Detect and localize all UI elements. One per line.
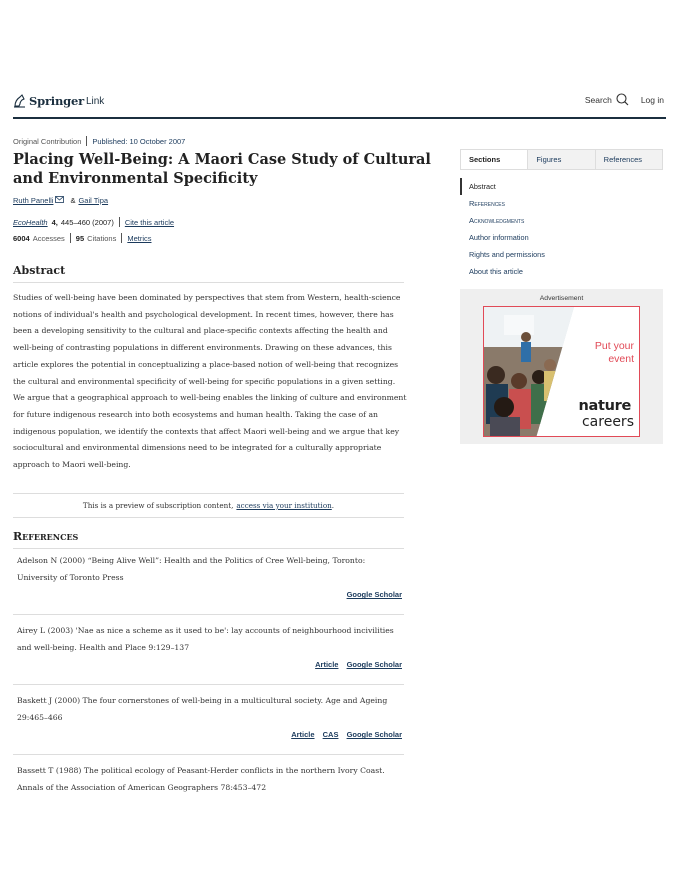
- reference-text: Baskett J (2000) The four cornerstones of well-being in a multicultural society. Age and Ageing 29:465–466: [17, 696, 388, 722]
- divider: [70, 233, 71, 243]
- reference-text: Adelson N (2000) “Being Alive Well”: Health and the Politics of Cree Well-being, Toronto: University of Toronto Press: [17, 556, 366, 582]
- article-meta: [13, 136, 185, 146]
- ad-line-2: event: [608, 353, 634, 365]
- login-link[interactable]: Log in: [640, 94, 664, 105]
- ad-headline: [595, 340, 634, 366]
- tab-references[interactable]: References: [595, 150, 662, 169]
- toc-acknowledgments[interactable]: Acknowledgments: [469, 216, 525, 225]
- email-icon[interactable]: [55, 196, 64, 205]
- careers-logo-text: careers: [581, 414, 634, 430]
- citations-label: Citations: [87, 233, 117, 243]
- toc-abstract[interactable]: Abstract: [460, 178, 663, 195]
- nature-careers-ad[interactable]: [483, 306, 640, 437]
- references-heading: References: [13, 530, 404, 549]
- article-type: Original Contribution: [13, 136, 82, 146]
- toc-rights-permissions[interactable]: Rights and permissions: [469, 250, 545, 259]
- toc-references[interactable]: References: [469, 199, 505, 208]
- journal-link[interactable]: EcoHealth: [13, 217, 48, 227]
- journal-pages: 445–460 (2007): [60, 217, 114, 227]
- accesses-count: 6004: [13, 233, 30, 243]
- table-of-contents: [460, 178, 663, 280]
- advertisement-label: Advertisement: [539, 295, 584, 302]
- reference-text: Bassett T (1988) The political ecology of Peasant-Herder conflicts in the northern Ivory Coast. Annals of the Association of American Geographers 78:453–472: [17, 766, 385, 792]
- toc-author-information[interactable]: Author information: [469, 233, 529, 242]
- author-list: [13, 196, 108, 205]
- search-button[interactable]: [585, 93, 629, 106]
- divider: [119, 217, 120, 227]
- access-institution-link[interactable]: access via your institution: [236, 501, 332, 510]
- cite-article-link[interactable]: Cite this article: [124, 217, 175, 227]
- springer-horse-icon: [13, 94, 26, 108]
- google-scholar-link[interactable]: Google Scholar: [346, 590, 402, 600]
- sidebar-tabs: [460, 149, 663, 170]
- cas-link[interactable]: CAS: [322, 730, 339, 740]
- journal-volume: 4,: [51, 217, 58, 227]
- author-link-1[interactable]: Ruth Panelli: [13, 196, 54, 205]
- reference-item: [13, 623, 404, 685]
- article-title: Placing Well-Being: A Maori Case Study of Cultural and Environmental Specificity: [13, 151, 431, 187]
- article-link[interactable]: Article: [315, 660, 339, 670]
- author-link-2[interactable]: Gail Tipa: [78, 196, 109, 205]
- springer-link-logo[interactable]: [13, 91, 104, 111]
- article-link[interactable]: Article: [291, 730, 315, 740]
- nature-logo-text: nature: [578, 398, 631, 414]
- site-header: [13, 91, 666, 119]
- preview-end: .: [331, 501, 335, 510]
- divider: [121, 233, 122, 243]
- reference-item: [13, 553, 404, 615]
- reference-item: [13, 693, 404, 755]
- journal-info: [13, 217, 174, 227]
- advertisement-box: [460, 289, 663, 444]
- author-separator: &: [70, 196, 76, 205]
- accesses-label: Accesses: [32, 233, 65, 243]
- logo-link-text: Link: [85, 95, 105, 107]
- conference-photo: [484, 307, 574, 437]
- search-icon: [616, 93, 629, 106]
- abstract-text: Studies of well-being have been dominated by perspectives that stem from Western, health-science notions of individual's health and psychological development. In recent times, however, there has been a developing sensitivity to the cultural and place-specific contexts affecting the health and well-being of contrasting populations in different environments. Drawing on these advances, this article explores the potential in conceptualizing a place-based notion of well-being that recognizes the cultural and environmental specificity of well-being for specific populations in a given setting. We argue that a geographical approach to well-being enables the linking of culture and environment for future indigenous research into both ecosystems and human health. Taking the case of an indigenous population, we identify the contexts that affect Maori well-being and we argue that key sociocultural and environmental dimensions need to be integrated for a culturally appropriate approach to Maori well-being.: [13, 293, 407, 470]
- abstract-heading: Abstract: [13, 264, 404, 283]
- google-scholar-link[interactable]: Google Scholar: [346, 660, 402, 670]
- google-scholar-link[interactable]: Google Scholar: [346, 730, 402, 740]
- divider: [86, 136, 87, 146]
- search-label: Search: [584, 94, 612, 105]
- article-metrics: [13, 233, 152, 243]
- logo-springer-text: Springer: [29, 94, 84, 108]
- metrics-link[interactable]: Metrics: [127, 233, 152, 243]
- published-date: Published: 10 October 2007: [92, 136, 186, 146]
- subscription-preview-notice: [13, 493, 404, 518]
- tab-sections[interactable]: Sections: [461, 150, 527, 169]
- sidebar: [460, 149, 663, 280]
- toc-about-article[interactable]: About this article: [469, 267, 523, 276]
- tab-figures[interactable]: Figures: [527, 150, 594, 169]
- citations-count: 95: [75, 233, 85, 243]
- reference-text: Airey L (2003) 'Nae as nice a scheme as it used to be': lay accounts of neighbourhood incivilities and well-being. Health and Place 9:129–137: [17, 626, 394, 652]
- preview-text: This is a preview of subscription content,: [82, 501, 234, 510]
- reference-item: [13, 763, 404, 796]
- ad-line-1: Put your: [594, 340, 634, 352]
